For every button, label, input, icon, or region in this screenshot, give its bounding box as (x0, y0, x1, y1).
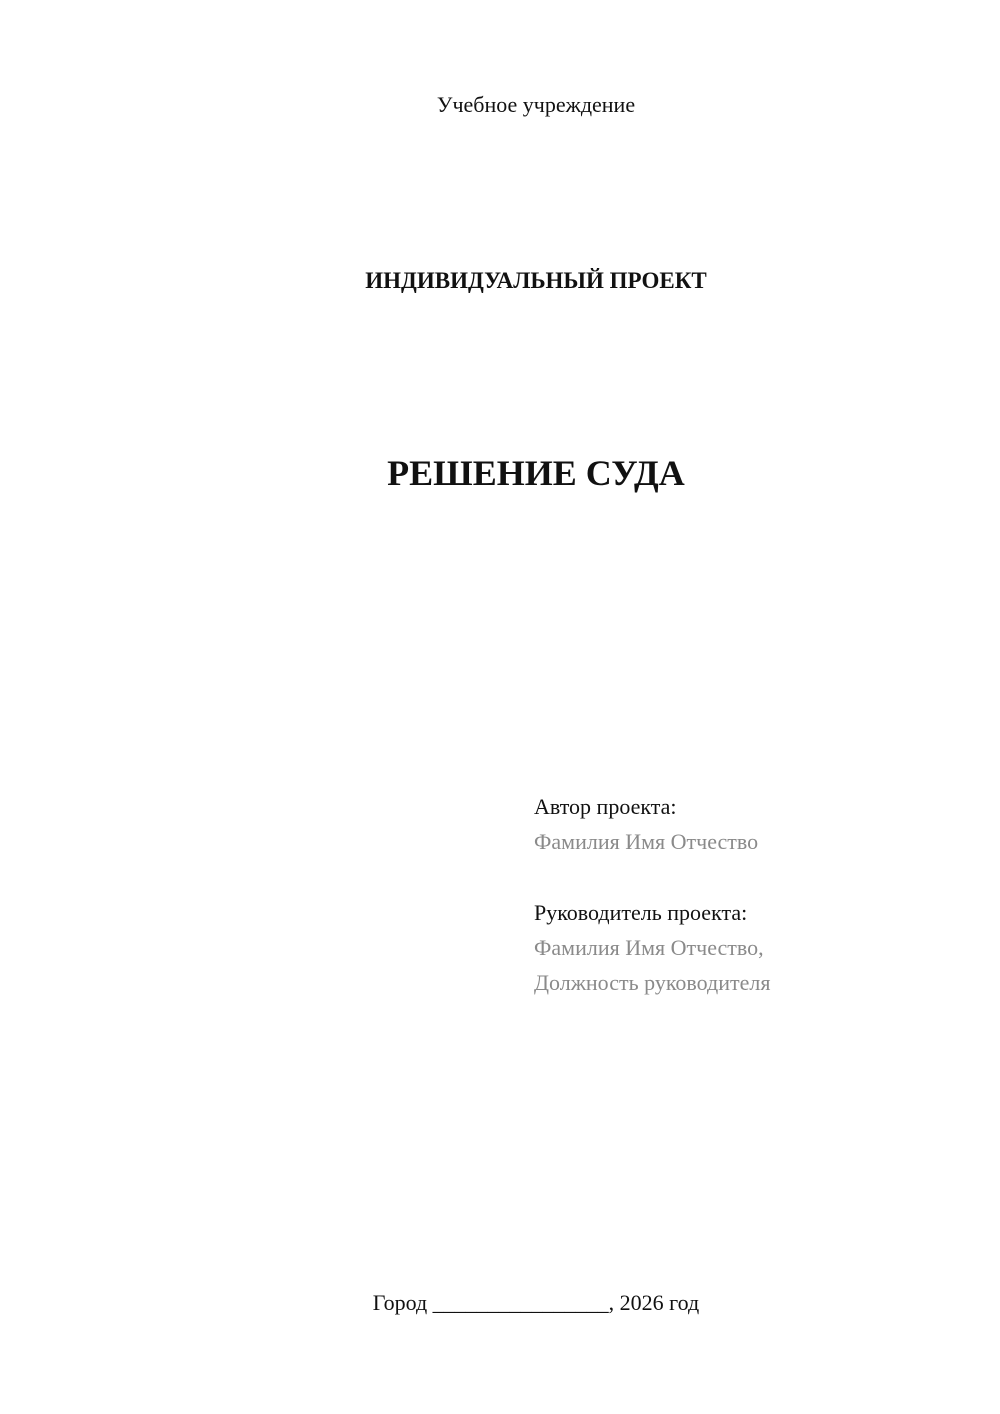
project-type-heading: ИНДИВИДУАЛЬНЫЙ ПРОЕКТ (365, 268, 707, 293)
institution-name: Учебное учреждение (436, 92, 636, 117)
credits-block (534, 789, 770, 1000)
author-name-placeholder: Фамилия Имя Отчество (534, 829, 759, 854)
author-label: Автор проекта: (534, 794, 677, 819)
supervisor-label: Руководитель проекта: (534, 900, 748, 925)
project-title: РЕШЕНИЕ СУДА (387, 453, 685, 493)
city-year-footer: Город ________________, 2026 год (372, 1290, 700, 1315)
supervisor-position-placeholder: Должность руководителя (534, 970, 771, 995)
supervisor-name-placeholder: Фамилия Имя Отчество, (534, 935, 764, 960)
credits-spacer (534, 859, 770, 895)
